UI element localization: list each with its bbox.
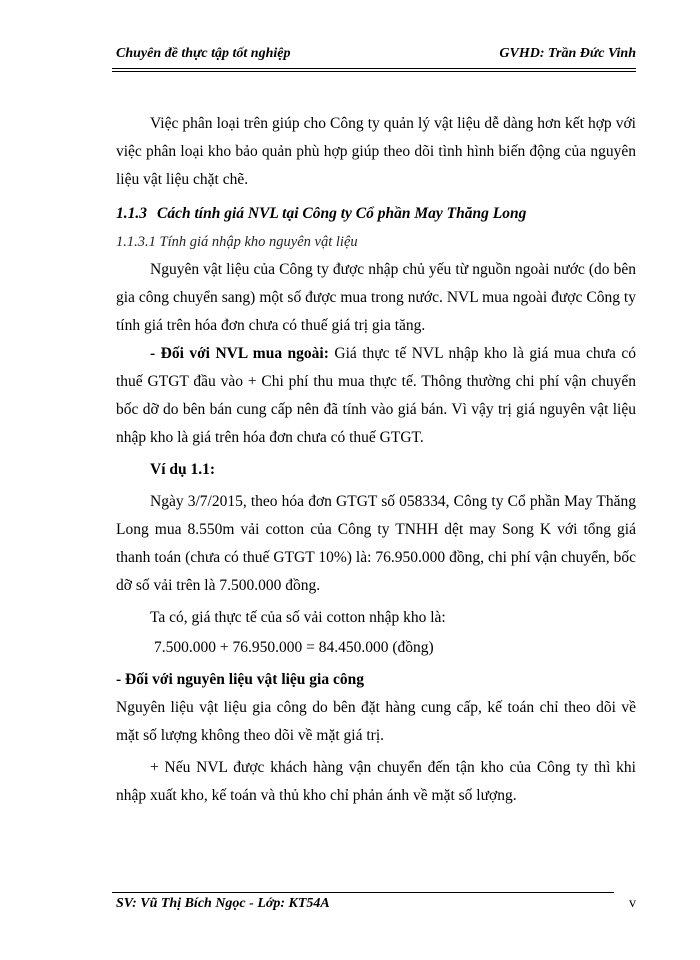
paragraph-calculation-intro: Ta có, giá thực tế của số vải cotton nhập kho là: [150, 609, 446, 626]
header-advisor: GVHD: Trần Đức Vinh [499, 46, 636, 61]
header-title: Chuyên đề thực tập tốt nghiệp [116, 46, 291, 61]
paragraph-source: Nguyên vật liệu của Công ty được nhập chủ yếu từ nguồn ngoài nước (do bên gia công chuyển sang) một số được mua trong nước. NVL mua ngoài được Công ty tính giá trên hóa đơn chưa có thuế giá trị gia tăng. [116, 261, 636, 334]
header-divider [112, 68, 636, 69]
section-number: 1.1.3 [116, 205, 147, 222]
section-heading [116, 200, 636, 228]
subheading-processing-materials: - Đối với nguyên liệu vật liệu gia công [116, 671, 364, 688]
paragraph-classification: Việc phân loại trên giúp cho Công ty quản lý vật liệu dễ dàng hơn kết hợp với việc phân loại kho bảo quản phù hợp giúp theo dõi tình hình biến động của nguyên liệu vật liệu chặt chẽ. [116, 115, 636, 188]
header-divider-thin [112, 71, 636, 72]
purchased-materials-text: Giá thực tế NVL nhập kho là giá mua chưa có thuế GTGT đầu vào + Chi phí thu mua thực tế. Thông thường chi phí vận chuyển bốc dỡ do bên bán cung cấp nên đã tính vào giá bán. Vì vậy trị giá nguyên vật liệu nhập kho là giá trên hóa đơn chưa có thuế GTGT. [116, 345, 636, 446]
footer-student: SV: Vũ Thị Bích Ngọc - Lớp: KT54A [116, 896, 330, 911]
page-number: v [629, 896, 636, 911]
paragraph-example: Ngày 3/7/2015, theo hóa đơn GTGT số 058334, Công ty Cổ phần May Thăng Long mua 8.550m vải cotton của Công ty TNHH dệt may Song K với tổng giá thanh toán (chưa có thuế GTGT 10%) là: 76.950.000 đồng, chi phí vận chuyển, bốc dỡ số vải trên là 7.500.000 đồng. [116, 493, 636, 594]
paragraph-processing-materials: Nguyên liệu vật liệu gia công do bên đặt hàng cung cấp, kế toán chỉ theo dõi về mặt số lượng không theo dõi về mặt giá trị. [116, 699, 636, 744]
page-footer [116, 896, 636, 918]
footer-divider [112, 892, 614, 893]
example-label: Ví dụ 1.1: [150, 461, 216, 478]
document-body [116, 110, 636, 810]
purchased-materials-label: - Đối với NVL mua ngoài: [150, 345, 329, 362]
section-title: Cách tính giá NVL tại Công ty Cổ phần May Thăng Long [157, 205, 527, 222]
paragraph-customer-delivery: + Nếu NVL được khách hàng vận chuyển đến tận kho của Công ty thì khi nhập xuất kho, kế toán và thủ kho chỉ phản ánh về mặt số lượng. [116, 759, 636, 804]
paragraph-purchased-materials [116, 340, 636, 452]
formula-line: 7.500.000 + 76.950.000 = 84.450.000 (đồng) [154, 639, 434, 656]
page-header [116, 46, 636, 68]
subsection-heading: 1.1.3.1 Tính giá nhập kho nguyên vật liệu [116, 234, 358, 250]
